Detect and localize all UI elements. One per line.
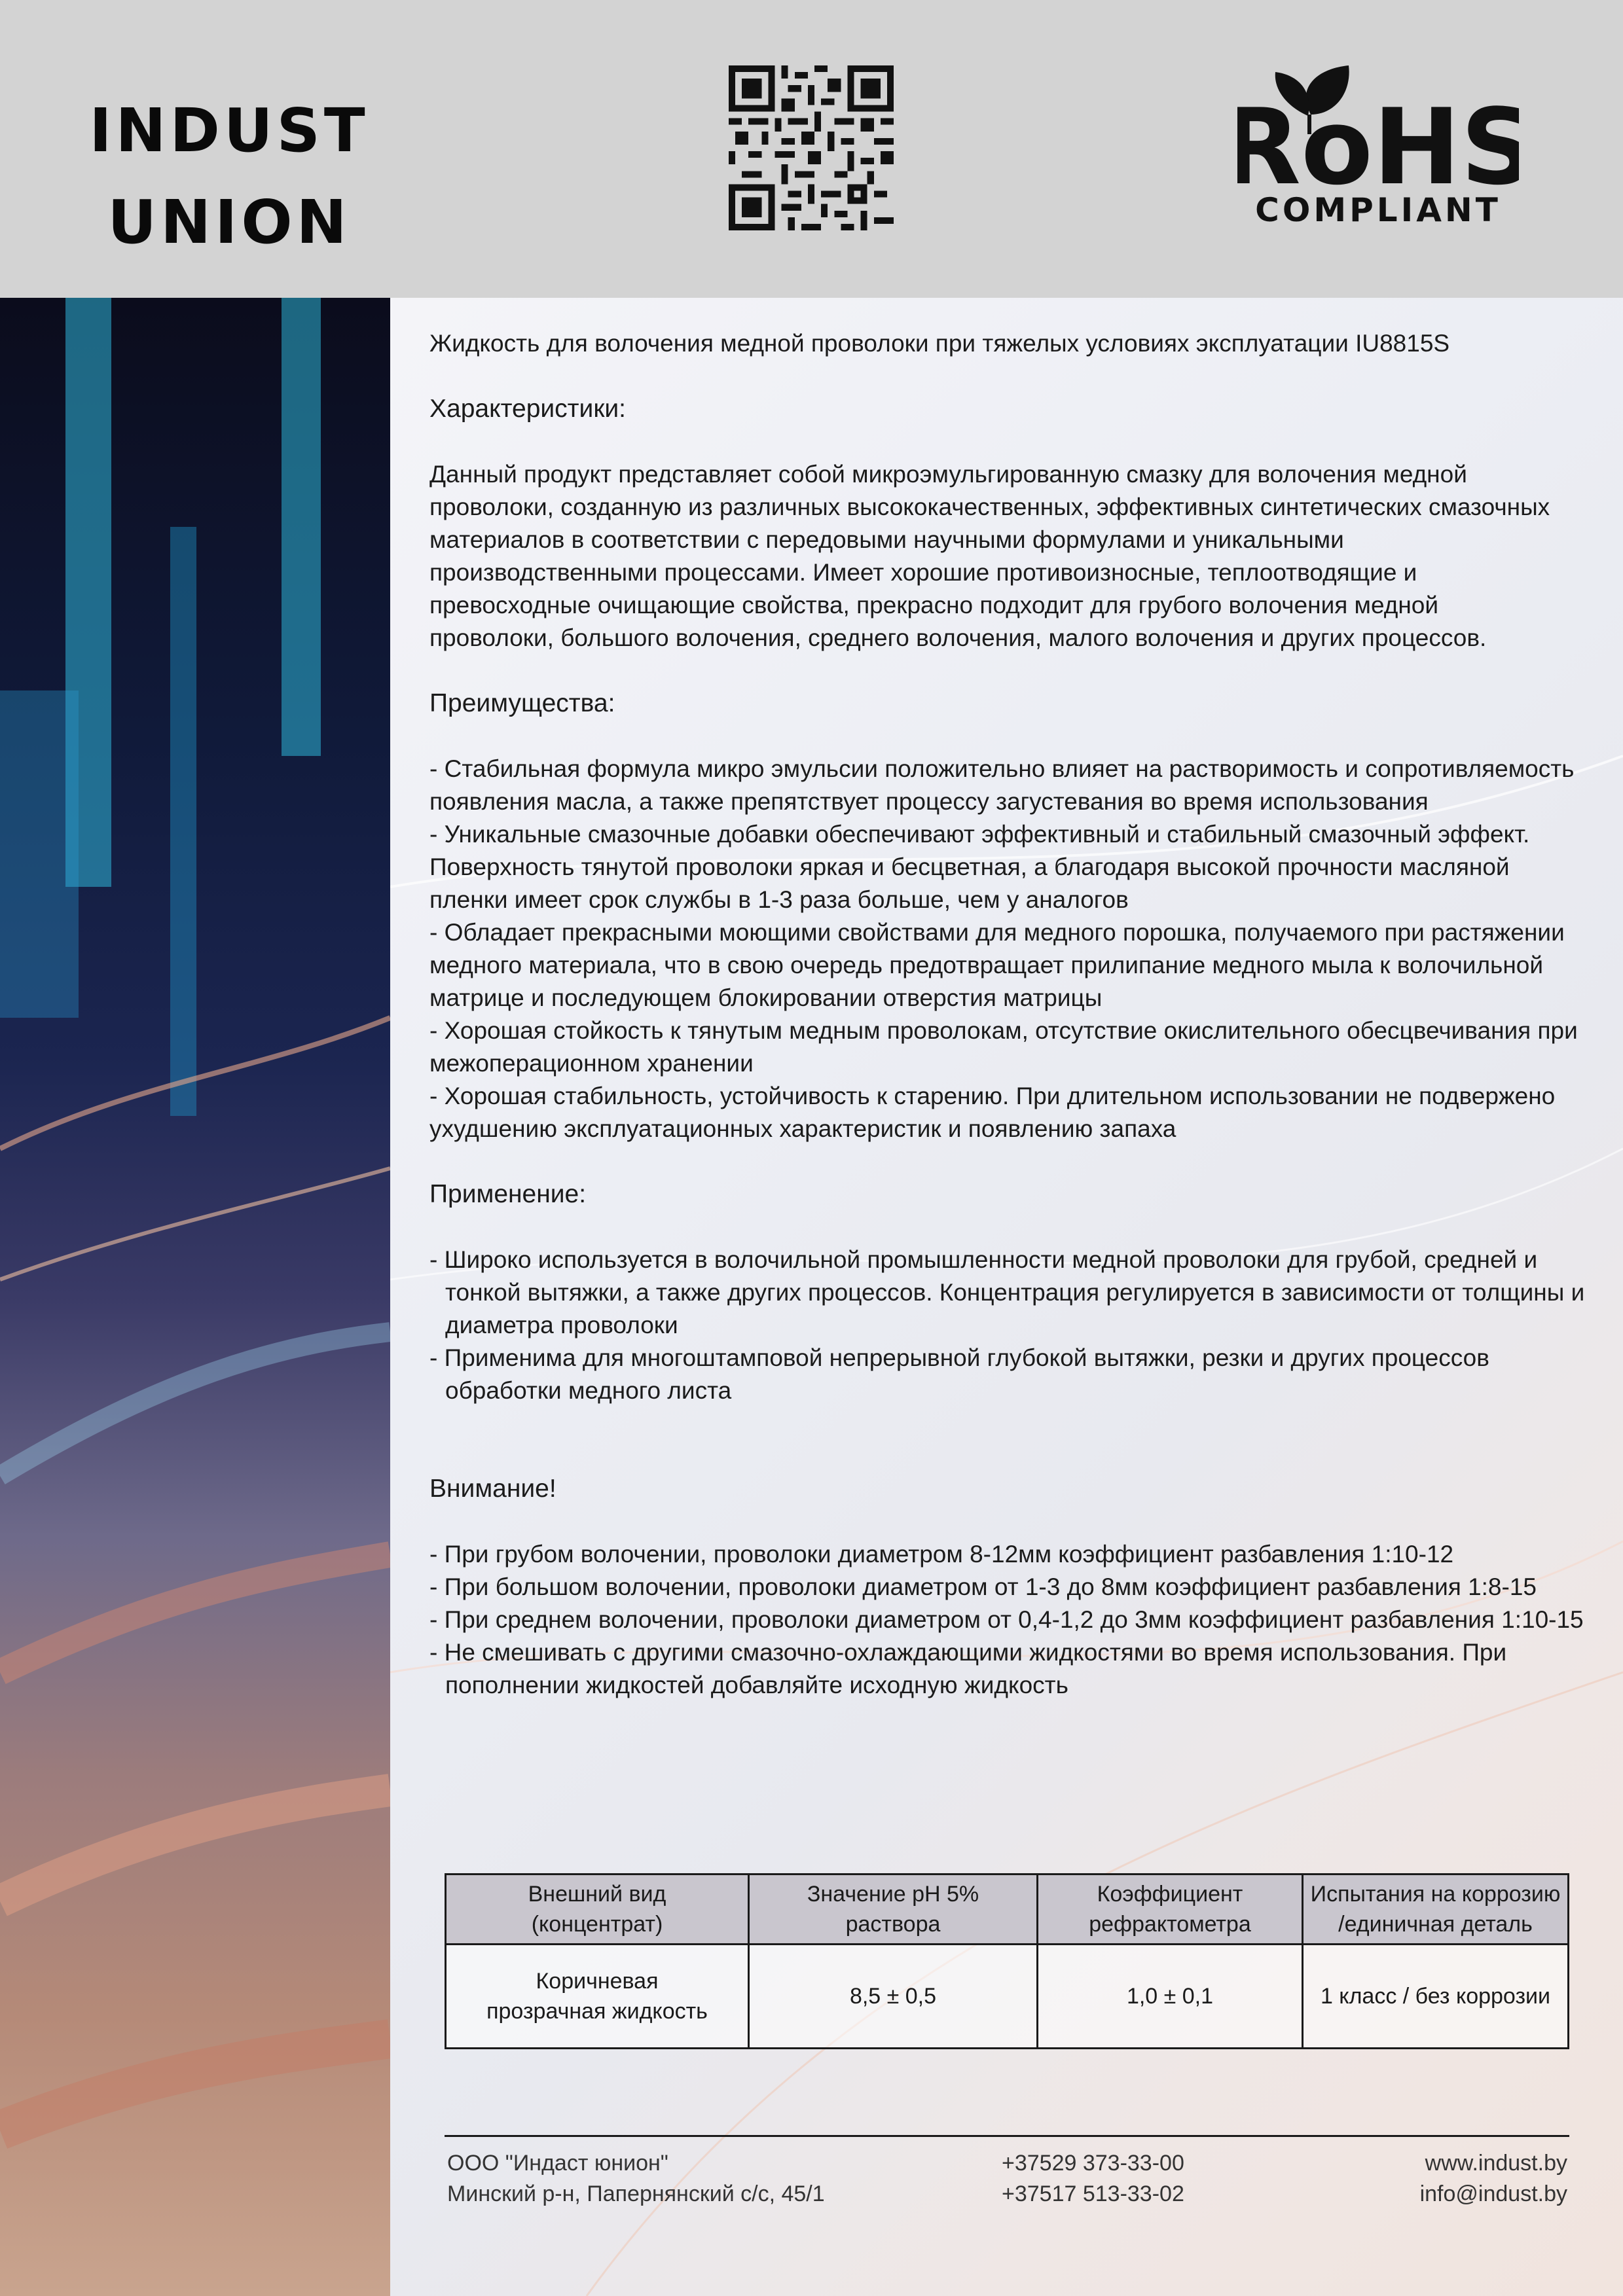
refractometer-cell: 1,0 ± 0,1 (1038, 1945, 1303, 2049)
table-header-cell: Коэффициент рефрактометра (1038, 1874, 1303, 1945)
leaf-icon (1237, 62, 1519, 226)
page-header (0, 0, 1623, 298)
company-name: ООО "Индаст юнион" (447, 2151, 668, 2176)
application-item: - Применима для многоштамповой непрерывной глубокой вытяжки, резки и других процессов обработки медного листа (429, 1344, 1489, 1404)
attention-item: - При большом волочении, проволоки диаметром от 1-3 до 8мм коэффициент разбавления 1:8-15 (429, 1573, 1537, 1600)
logo-line-1: INDUST (89, 96, 369, 166)
application-item: - Широко используется в волочильной промышленности медной проволоки для грубой, средней и тонкой вытяжки, а также других процессов. Концентрация регулируется в зависимости от толщины и диаметра проволоки (429, 1246, 1585, 1338)
attention-item: - Не смешивать с другими смазочно-охлаждающими жидкостями во время использования. При пополнении жидкостей добавляйте исходную жидкость (429, 1639, 1507, 1698)
attention-item: - При грубом волочении, проволоки диаметром 8-12мм коэффициент разбавления 1:10-12 (429, 1541, 1454, 1568)
ph-value-cell: 8,5 ± 0,5 (749, 1945, 1038, 2049)
application-heading: Применение: (429, 1180, 587, 1208)
table-header-row (446, 1874, 1569, 1945)
rohs-main-text: RoHS (1237, 86, 1519, 208)
footer-phones (1002, 2148, 1184, 2210)
sidebar-photo (0, 298, 390, 2296)
product-description (429, 327, 1588, 1702)
characteristics-text: Данный продукт представляет собой микроэмульгированную смазку для волочения медной проволоки, созданную из различных высококачественных, эффективных синтетических смазочных материалов в соответствии с передовыми научными формулами и уникальными производственными процессами. Имеет хорошие противоизносные, теплоотводящие и превосходные очищающие свойства, прекрасно подходит для грубого волочения медной проволоки, большого волочения, среднего волочения, малого волочения и других процессов. (429, 461, 1550, 651)
rohs-compliant-badge (1237, 62, 1519, 226)
company-address: Минский р-н, Папернянский с/с, 45/1 (447, 2181, 825, 2206)
copper-wire-image (0, 298, 390, 2296)
advantage-item: - Хорошая стабильность, устойчивость к старению. При длительном использовании не подвержено ухудшению эксплуатационных характеристик и появлению запаха (429, 1083, 1556, 1142)
company-logo (65, 85, 393, 268)
qr-code-icon[interactable] (729, 65, 894, 230)
corrosion-cell: 1 класс / без коррозии (1303, 1945, 1569, 2049)
phone-link[interactable]: +37529 373-33-00 (1002, 2151, 1184, 2176)
website-link[interactable]: www.indust.by (1425, 2151, 1567, 2176)
advantage-item: - Обладает прекрасными моющими свойствами для медного порошка, получаемого при растяжении медного материала, что в свою очередь предотвращает прилипание медного мыла к волочильной матрице и последующем блокировании отверстия матрицы (429, 919, 1565, 1011)
advantage-item: - Стабильная формула микро эмульсии положительно влияет на растворимость и сопротивляемость появления масла, а также препятствует процессу загустевания во время использования (429, 755, 1575, 815)
rohs-sub-text: COMPLIANT (1255, 191, 1501, 226)
phone-link[interactable]: +37517 513-33-02 (1002, 2181, 1184, 2206)
page-title: Жидкость для волочения медной проволоки при тяжелых условиях эксплуатации IU8815S (429, 330, 1450, 357)
characteristics-heading: Характеристики: (429, 395, 627, 423)
logo-line-2: UNION (107, 187, 351, 257)
attention-item: - При среднем волочении, проволоки диаметром от 0,4-1,2 до 3мм коэффициент разбавления 1:10-15 (429, 1606, 1584, 1633)
attention-heading: Внимание! (429, 1475, 556, 1503)
table-header-cell: Испытания на коррозию /единичная деталь (1303, 1874, 1569, 1945)
advantage-item: - Уникальные смазочные добавки обеспечивают эффективный и стабильный смазочный эффект. Поверхность тянутой проволоки яркая и бесцветная, а благодаря высокой прочности масляной пленки имеет срок службы в 1-3 раза больше, чем у аналогов (429, 821, 1530, 913)
footer-company (447, 2148, 825, 2210)
appearance-cell: Коричневая прозрачная жидкость (446, 1945, 749, 2049)
footer-divider (445, 2135, 1569, 2137)
email-link[interactable]: info@indust.by (1419, 2181, 1567, 2206)
table-row (446, 1945, 1569, 2049)
specs-table (445, 1873, 1569, 2049)
advantages-heading: Преимущества: (429, 689, 615, 717)
table-header-cell: Внешний вид (концентрат) (446, 1874, 749, 1945)
table-header-cell: Значение pH 5% раствора (749, 1874, 1038, 1945)
advantage-item: - Хорошая стойкость к тянутым медным проволокам, отсутствие окислительного обесцвечивания при межоперационном хранении (429, 1017, 1578, 1077)
footer-contacts (1420, 2148, 1567, 2210)
